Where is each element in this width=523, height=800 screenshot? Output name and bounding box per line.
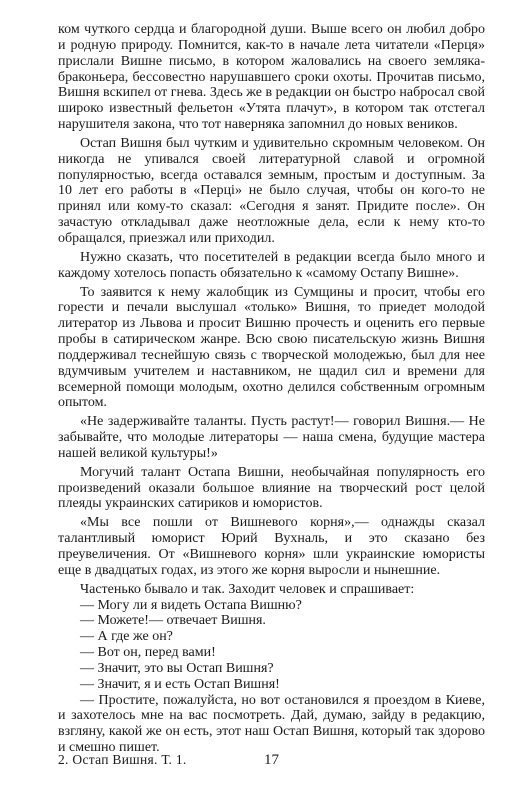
dialogue-line: — Значит, это вы Остап Вишня?: [80, 660, 274, 676]
page-number: 17: [264, 752, 279, 768]
paragraph: «Не задерживайте таланты. Пусть растут!— говорил Вишня.— Не забывайте, что молодые литераторы — наша смена, будущие мастера нашей великой культуры!»: [58, 414, 485, 461]
printer-signature: 2. Остап Вишня. Т. 1.: [58, 752, 187, 767]
paragraph: «Мы все пошли от Вишневого корня»,— однажды сказал талантливый юморист Юрий Вухналь, и это сказано без преувеличения. От «Вишневого корня» шли украинские юмористы еще в двадцатых годах, из этого же корня выросли и нынешние.: [58, 515, 485, 578]
page-footer: [58, 752, 485, 768]
dialogue-line: — Можете!— отвечает Вишня.: [80, 613, 266, 629]
paragraph: Могучий талант Остапа Вишни, необычайная популярность его произведений оказали большое влияние на творческий рост целой плеяды украинских сатириков и юмористов.: [58, 464, 485, 512]
dialogue-line: — Вот он, перед вами!: [80, 645, 216, 661]
paragraph: То заявится к нему жалобщик из Сумщины и просит, чтобы его горести и печали выслушал «только» Вишня, то приедет молодой литератор из Львова и просит Вишню прочесть и оценить его первые пробы в сатирическом жанре. Всю свою писательскую жизнь Вишня поддерживал теснейшую связь с творческой молодежью, был для нее вдумчивым учителем и наставником, не щадил сил и времени для всемерной помощи молодым, охотно делился собственным огромным опытом.: [58, 284, 485, 411]
paragraph: ком чуткого сердца и благородной души. Выше всего он любил добро и родную природу. Помнится, как-то в начале лета читатели «Перця» прислали Вишне письмо, в котором жаловались на своего земляка-браконьера, бессовестно нарушавшего сроки охоты. Прочитав письмо, Вишня вскипел от гнева. Здесь же в редакции он быстро набросал свой широко известный фельетон «Утята плачут», в котором так отстегал нарушителя закона, что тот наверняка запомнил до новых веников.: [58, 22, 485, 133]
paragraph: Остап Вишня был чутким и удивительно скромным человеком. Он никогда не упивался своей литературной славой и огромной популярностью, всегда оставался земным, простым и доступным. За 10 лет его работы в «Перці» не было случая, чтобы он кого-то не принял или кому-то сказал: «Сегодня я занят. Придите после». Он зачастую откладывал даже неотложные дела, если к нему кто-то обращался, приезжал или приходил.: [58, 135, 485, 246]
dialogue-line: — А где же он?: [80, 629, 173, 645]
dialogue-line: — Значит, я и есть Остап Вишня!: [80, 676, 280, 692]
dialogue-line: — Могу ли я видеть Остапа Вишню?: [80, 597, 302, 613]
dialogue-line: — Простите, пожалуйста, но вот остановился я проездом в Киеве, и захотелось мне на вас посмотреть. Дай, думаю, зайду в редакцию, взгляну, какой же он есть, этот наш Остап Вишня, который так здорово и смешно пишет.: [58, 692, 485, 756]
paragraph: Частенько бывало и так. Заходит человек и спрашивает:: [80, 581, 415, 597]
paragraph: Нужно сказать, что посетителей в редакции всегда было много и каждому хотелось попасть обязательно к «самому Остапу Вишне».: [58, 249, 485, 281]
body-text: [58, 22, 485, 756]
